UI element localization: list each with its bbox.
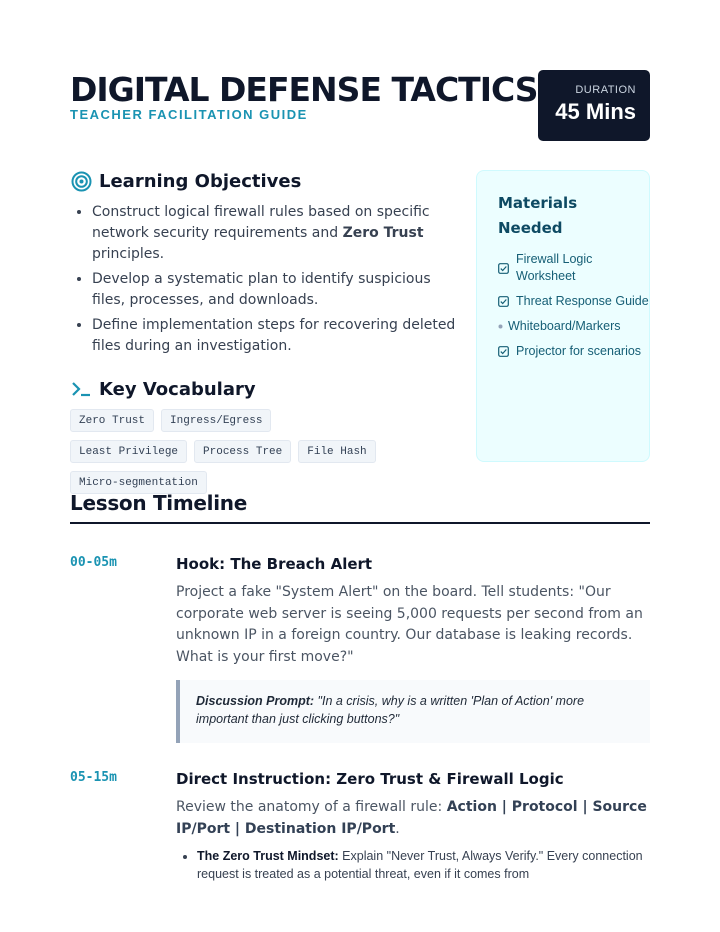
target-icon — [70, 170, 92, 192]
discussion-prompt-text: "In a crisis, why is a written 'Plan of Action' more important than just clicking buttons?" — [196, 694, 585, 726]
duration-badge — [538, 70, 650, 141]
vocab-chip: Least Privilege — [70, 440, 187, 463]
timeline-heading: Lesson Timeline — [70, 491, 650, 524]
bullet-dot-icon — [498, 318, 508, 335]
objectives-heading-text: Learning Objectives — [99, 170, 302, 192]
discussion-prompt-label: Discussion Prompt: — [196, 694, 315, 708]
vocab-chip: Process Tree — [194, 440, 291, 463]
vocab-chip: Ingress/Egress — [161, 409, 271, 432]
timeline-time: 00-05m — [70, 555, 117, 570]
vocabulary-chips — [70, 409, 390, 502]
page-title: DIGITAL DEFENSE TACTICS — [70, 70, 538, 109]
timeline-time: 05-15m — [70, 770, 117, 785]
timeline-block — [176, 770, 650, 883]
materials-item: Firewall Logic Worksheet — [498, 251, 649, 285]
timeline-bullets — [176, 848, 650, 883]
objective-item: • Develop a systematic plan to identify suspicious files, processes, and downloads. — [92, 269, 462, 311]
timeline-block — [176, 555, 650, 743]
checkbox-icon — [498, 293, 516, 310]
duration-value: 45 Mins — [555, 99, 636, 124]
materials-panel — [476, 170, 650, 462]
timeline-bullet: • The Zero Trust Mindset: Explain "Never Trust, Always Verify." Every connection request is treated as a potential threat, even if it comes from — [197, 848, 650, 883]
timeline-text: Review the anatomy of a firewall rule: Action | Protocol | Source IP/Port | Destination IP/Port. — [176, 799, 647, 837]
timeline-title: Hook: The Breach Alert — [176, 555, 373, 573]
materials-item: Whiteboard/Markers — [498, 318, 649, 335]
vocab-chip: File Hash — [298, 440, 375, 463]
page-header — [70, 70, 650, 142]
duration-label: DURATION — [575, 84, 636, 96]
materials-item: Threat Response Guide — [498, 293, 649, 310]
vocab-chip: Zero Trust — [70, 409, 154, 432]
vocab-chip: Micro-segmentation — [70, 471, 207, 494]
timeline-title: Direct Instruction: Zero Trust & Firewall Logic — [176, 770, 564, 788]
vocabulary-heading — [70, 378, 256, 400]
materials-item: Projector for scenarios — [498, 343, 649, 360]
objectives-heading — [70, 170, 301, 192]
checkbox-icon — [498, 251, 516, 285]
materials-heading: Materials Needed — [498, 194, 578, 237]
page-subtitle: TEACHER FACILITATION GUIDE — [70, 107, 308, 122]
objective-item: • Define implementation steps for recovering deleted files during an investigation. — [92, 315, 462, 357]
timeline-text: Project a fake "System Alert" on the board. Tell students: "Our corporate web server is seeing 5,000 requests per second from an unknown IP in a foreign country. Our database is leaking records. What is your first move?" — [176, 584, 643, 665]
terminal-prompt-icon — [70, 378, 92, 400]
checkbox-icon — [498, 343, 516, 360]
discussion-prompt — [176, 680, 650, 743]
vocabulary-heading-text: Key Vocabulary — [99, 378, 256, 400]
objectives-list — [92, 202, 462, 361]
objective-item: • Construct logical firewall rules based on specific network security requirements and Zero Trust principles. — [92, 202, 462, 265]
